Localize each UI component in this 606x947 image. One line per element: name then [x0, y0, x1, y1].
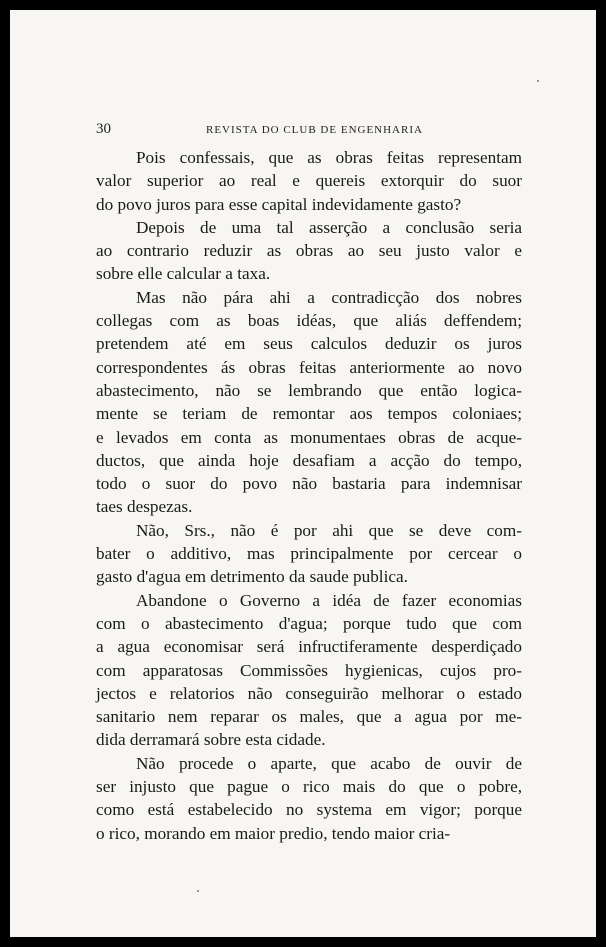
text-line: pretendem até em seus calculos deduzir os juros: [96, 334, 522, 354]
scan-speck: [197, 890, 199, 892]
document-page: [10, 10, 596, 937]
text-line: Depois de uma tal asserção a conclusão seria: [136, 217, 522, 237]
page-header: [96, 121, 522, 141]
text-line: mente se teriam de remontar aos tempos coloniaes;: [96, 404, 522, 424]
text-line: gasto d'agua em detrimento da saude publica.: [96, 567, 408, 587]
text-line: jectos e relatorios não conseguirão melhorar o estado: [96, 683, 522, 703]
text-line: correspondentes ás obras feitas anteriormente ao novo: [96, 357, 522, 377]
paragraph: [96, 146, 522, 216]
scan-speck: [537, 80, 539, 82]
text-line: Não, Srs., não é por ahi que se deve com-: [136, 520, 522, 540]
body-text: [96, 146, 522, 845]
text-line: dida derramará sobre esta cidade.: [96, 730, 326, 750]
text-line: a agua economisar será infructiferamente desperdiçado: [96, 637, 522, 657]
text-line: Abandone o Governo a idéa de fazer economias: [136, 590, 522, 610]
text-line: ductos, que ainda hoje desafiam a acção do tempo,: [96, 450, 522, 470]
paragraph: [96, 752, 522, 845]
paragraph: [96, 286, 522, 519]
paragraph: [96, 519, 522, 589]
text-line: todo o suor do povo não bastaria para indemnisar: [96, 474, 522, 494]
text-line: e levados em conta as monumentaes obras de acque-: [96, 427, 522, 447]
text-line: collegas com as boas idéas, que aliás deffendem;: [96, 311, 522, 331]
paragraph: [96, 589, 522, 752]
text-line: sanitario nem reparar os males, que a agua por me-: [96, 707, 522, 727]
text-line: abastecimento, não se lembrando que então logica-: [96, 380, 522, 400]
paragraph: [96, 216, 522, 286]
text-line: o rico, morando em maior predio, tendo maior cria-: [96, 823, 451, 843]
text-line: ser injusto que pague o rico mais do que o pobre,: [96, 777, 522, 797]
text-line: Mas não pára ahi a contradicção dos nobres: [136, 287, 522, 307]
text-line: Não procede o aparte, que acabo de ouvir de: [136, 753, 522, 773]
page-number: 30: [96, 121, 111, 137]
text-line: sobre elle calcular a taxa.: [96, 264, 271, 284]
text-line: bater o additivo, mas principalmente por cercear o: [96, 544, 522, 564]
text-line: com o abastecimento d'agua; porque tudo que com: [96, 613, 522, 633]
text-line: Pois confessais, que as obras feitas representam: [136, 148, 522, 167]
text-line: ao contrario reduzir as obras ao seu justo valor e: [96, 241, 522, 261]
text-line: como está estabelecido no systema em vigor; porque: [96, 800, 522, 820]
running-title: REVISTA DO CLUB DE ENGENHARIA: [206, 124, 423, 136]
text-line: valor superior ao real e quereis extorquir do suor: [96, 171, 522, 191]
text-line: com apparatosas Commissões hygienicas, cujos pro-: [96, 660, 522, 680]
text-line: do povo juros para esse capital indevidamente gasto?: [96, 194, 462, 214]
text-line: taes despezas.: [96, 497, 193, 517]
